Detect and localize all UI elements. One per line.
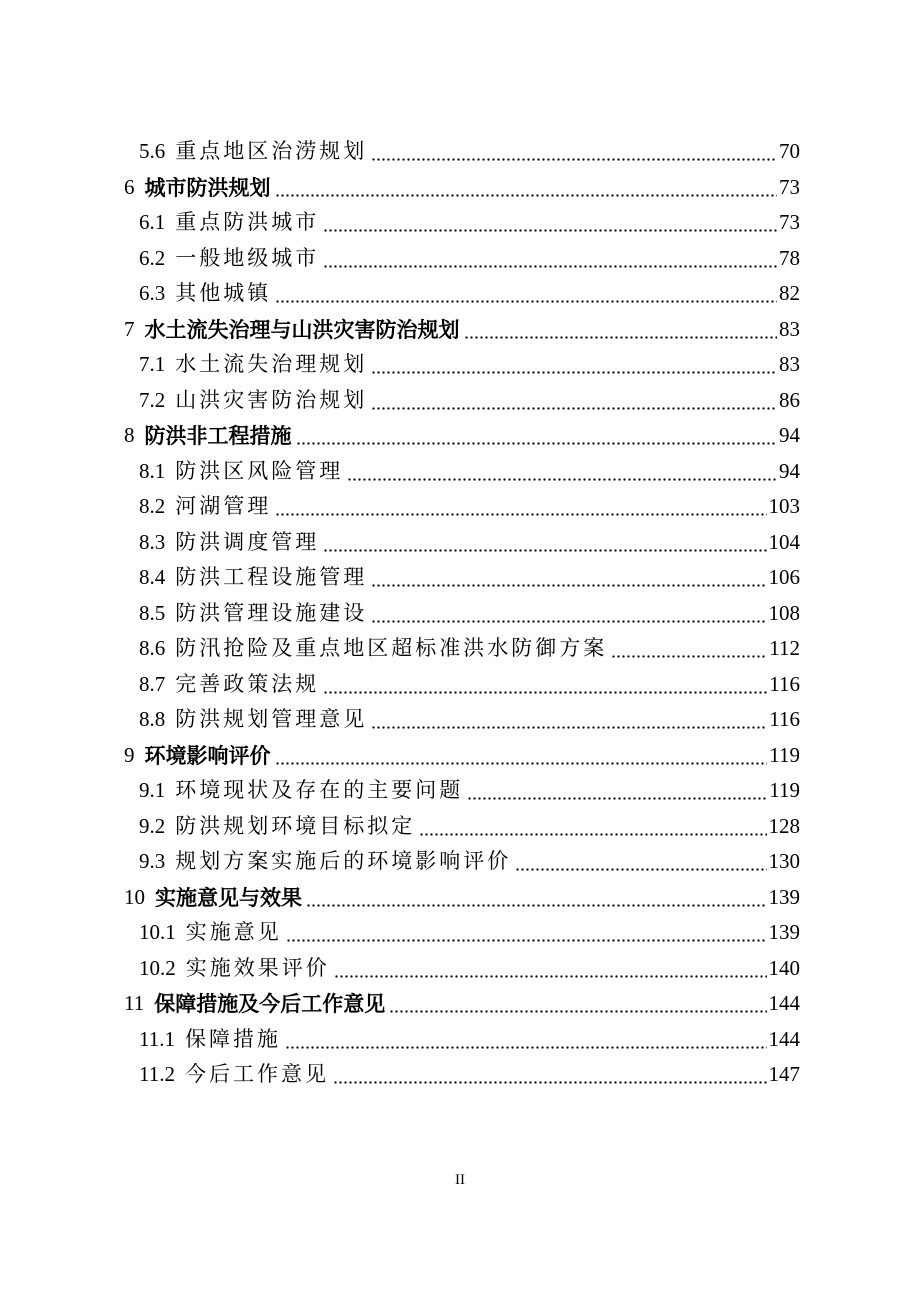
toc-entry-page: 70 (779, 139, 800, 164)
toc-section-entry[interactable] (0, 489, 920, 525)
toc-entry-number: 8 (124, 423, 135, 448)
dot-leader (347, 461, 777, 482)
dot-leader (323, 212, 777, 233)
toc-section-entry[interactable] (0, 631, 920, 667)
toc-entry-title: 防洪管理设施建设 (175, 600, 368, 625)
toc-entry-title: 河湖管理 (175, 494, 272, 519)
toc-section-entry[interactable] (0, 347, 920, 383)
toc-entry-number: 7.1 (139, 352, 166, 377)
toc-entry-title: 防洪规划环境目标拟定 (175, 813, 416, 838)
toc-section-entry[interactable] (0, 560, 920, 596)
toc-entry-number: 6 (124, 174, 135, 199)
dot-leader (371, 567, 766, 588)
toc-entry-page: 86 (779, 387, 800, 412)
toc-entry-page: 119 (769, 742, 800, 767)
toc-section-entry[interactable] (0, 702, 920, 738)
toc-entry-title: 其他城镇 (175, 281, 272, 306)
toc-entry-page: 144 (768, 991, 800, 1016)
toc-entry-page: 78 (779, 245, 800, 270)
toc-entry-title: 完善政策法规 (175, 671, 320, 696)
toc-section-entry[interactable] (0, 951, 920, 987)
dot-leader (323, 248, 777, 269)
toc-entry-page: 147 (768, 1062, 800, 1087)
toc-entry-title: 防洪非工程措施 (144, 423, 292, 449)
dot-leader (275, 745, 768, 766)
toc-entry-page: 94 (779, 458, 800, 483)
toc-chapter-entry[interactable] (0, 312, 920, 348)
toc-entry-title: 实施效果评价 (185, 955, 330, 980)
toc-section-entry[interactable] (0, 241, 920, 277)
toc-entry-number: 8.3 (139, 529, 166, 554)
dot-leader (467, 780, 767, 801)
toc-section-entry[interactable] (0, 809, 920, 845)
toc-entry-number: 9.3 (139, 849, 166, 874)
toc-entry-number: 9 (124, 742, 135, 767)
toc-entry-title: 环境现状及存在的主要问题 (175, 778, 464, 803)
toc-entry-page: 83 (779, 352, 800, 377)
toc-entry-page: 119 (769, 778, 800, 803)
toc-entry-page: 116 (769, 707, 800, 732)
toc-entry-number: 7.2 (139, 387, 166, 412)
toc-entry-page: 103 (768, 494, 800, 519)
toc-chapter-entry[interactable] (0, 418, 920, 454)
toc-chapter-entry[interactable] (0, 986, 920, 1022)
toc-section-entry[interactable] (0, 1057, 920, 1093)
toc-entry-title: 今后工作意见 (184, 1062, 329, 1087)
dot-leader (296, 425, 778, 446)
toc-entry-title: 重点地区治涝规划 (175, 139, 368, 164)
toc-entry-title: 一般地级城市 (175, 245, 320, 270)
toc-entry-title: 实施意见 (185, 920, 282, 945)
toc-section-entry[interactable] (0, 844, 920, 880)
dot-leader (389, 993, 766, 1014)
toc-entry-number: 6.2 (139, 245, 166, 270)
toc-section-entry[interactable] (0, 205, 920, 241)
toc-section-entry[interactable] (0, 915, 920, 951)
toc-entry-page: 94 (779, 423, 800, 448)
toc-entry-page: 82 (779, 281, 800, 306)
toc-entry-number: 6.1 (139, 210, 166, 235)
toc-entry-page: 73 (779, 174, 800, 199)
toc-entry-page: 140 (768, 955, 800, 980)
dot-leader (323, 674, 767, 695)
toc-entry-number: 11 (124, 991, 145, 1016)
dot-leader (371, 354, 777, 375)
toc-entry-title: 水土流失治理规划 (175, 352, 368, 377)
toc-section-entry[interactable] (0, 1022, 920, 1058)
toc-entry-title: 保障措施 (184, 1026, 281, 1051)
toc-entry-number: 8.5 (139, 600, 166, 625)
toc-entry-page: 83 (779, 316, 800, 341)
dot-leader (286, 922, 767, 943)
dot-leader (323, 532, 766, 553)
toc-entry-title: 重点防洪城市 (175, 210, 320, 235)
toc-entry-number: 10 (124, 884, 145, 909)
toc-entry-title: 防洪区风险管理 (175, 458, 344, 483)
toc-entry-number: 8.1 (139, 458, 166, 483)
toc-entry-number: 8.6 (139, 636, 166, 661)
toc-entry-page: 106 (768, 565, 800, 590)
toc-entry-title: 水土流失治理与山洪灾害防治规划 (144, 316, 460, 342)
toc-entry-number: 9.2 (139, 813, 166, 838)
dot-leader (371, 141, 777, 162)
toc-chapter-entry[interactable] (0, 170, 920, 206)
toc-entry-number: 10.1 (139, 920, 176, 945)
toc-entry-number: 9.1 (139, 778, 166, 803)
toc-entry-title: 环境影响评价 (144, 742, 271, 768)
toc-section-entry[interactable] (0, 276, 920, 312)
toc-entry-page: 130 (768, 849, 800, 874)
toc-entry-title: 防洪调度管理 (175, 529, 320, 554)
toc-entry-page: 104 (768, 529, 800, 554)
toc-entry-page: 144 (768, 1026, 800, 1051)
toc-entry-number: 6.3 (139, 281, 166, 306)
toc-section-entry[interactable] (0, 134, 920, 170)
toc-section-entry[interactable] (0, 525, 920, 561)
dot-leader (285, 1029, 767, 1050)
toc-entry-title: 山洪灾害防治规划 (175, 387, 368, 412)
dot-leader (275, 496, 766, 517)
toc-entry-title: 防汛抢险及重点地区超标准洪水防御方案 (175, 636, 608, 661)
dot-leader (334, 958, 767, 979)
toc-section-entry[interactable] (0, 383, 920, 419)
toc-section-entry[interactable] (0, 596, 920, 632)
toc-section-entry[interactable] (0, 454, 920, 490)
toc-entry-page: 128 (768, 813, 800, 838)
dot-leader (333, 1064, 767, 1085)
toc-entry-number: 11.2 (139, 1062, 175, 1087)
toc-entry-title: 城市防洪规划 (144, 174, 271, 200)
page-number: II (455, 1172, 465, 1188)
toc-entry-title: 防洪规划管理意见 (175, 707, 368, 732)
dot-leader (611, 638, 767, 659)
dot-leader (275, 283, 777, 304)
dot-leader (464, 319, 778, 340)
table-of-contents (0, 134, 920, 1093)
toc-chapter-entry[interactable] (0, 738, 920, 774)
toc-section-entry[interactable] (0, 773, 920, 809)
toc-entry-number: 8.8 (139, 707, 166, 732)
toc-entry-number: 10.2 (139, 955, 176, 980)
dot-leader (419, 816, 766, 837)
dot-leader (275, 177, 778, 198)
toc-entry-number: 7 (124, 316, 135, 341)
toc-entry-number: 11.1 (139, 1026, 175, 1051)
toc-entry-number: 8.4 (139, 565, 166, 590)
toc-entry-title: 规划方案实施后的环境影响评价 (175, 849, 512, 874)
dot-leader (371, 390, 777, 411)
toc-entry-title: 防洪工程设施管理 (175, 565, 368, 590)
toc-entry-page: 139 (768, 920, 800, 945)
dot-leader (306, 887, 767, 908)
toc-entry-page: 73 (779, 210, 800, 235)
toc-entry-page: 139 (768, 884, 800, 909)
toc-entry-page: 108 (768, 600, 800, 625)
dot-leader (515, 851, 766, 872)
toc-entry-title: 保障措施及今后工作意见 (154, 991, 386, 1017)
toc-entry-page: 112 (769, 636, 800, 661)
toc-entry-title: 实施意见与效果 (155, 884, 302, 910)
toc-entry-number: 8.7 (139, 671, 166, 696)
toc-entry-number: 8.2 (139, 494, 166, 519)
toc-entry-page: 116 (769, 671, 800, 696)
toc-chapter-entry[interactable] (0, 880, 920, 916)
toc-section-entry[interactable] (0, 667, 920, 703)
dot-leader (371, 603, 766, 624)
dot-leader (371, 709, 767, 730)
toc-entry-number: 5.6 (139, 139, 166, 164)
